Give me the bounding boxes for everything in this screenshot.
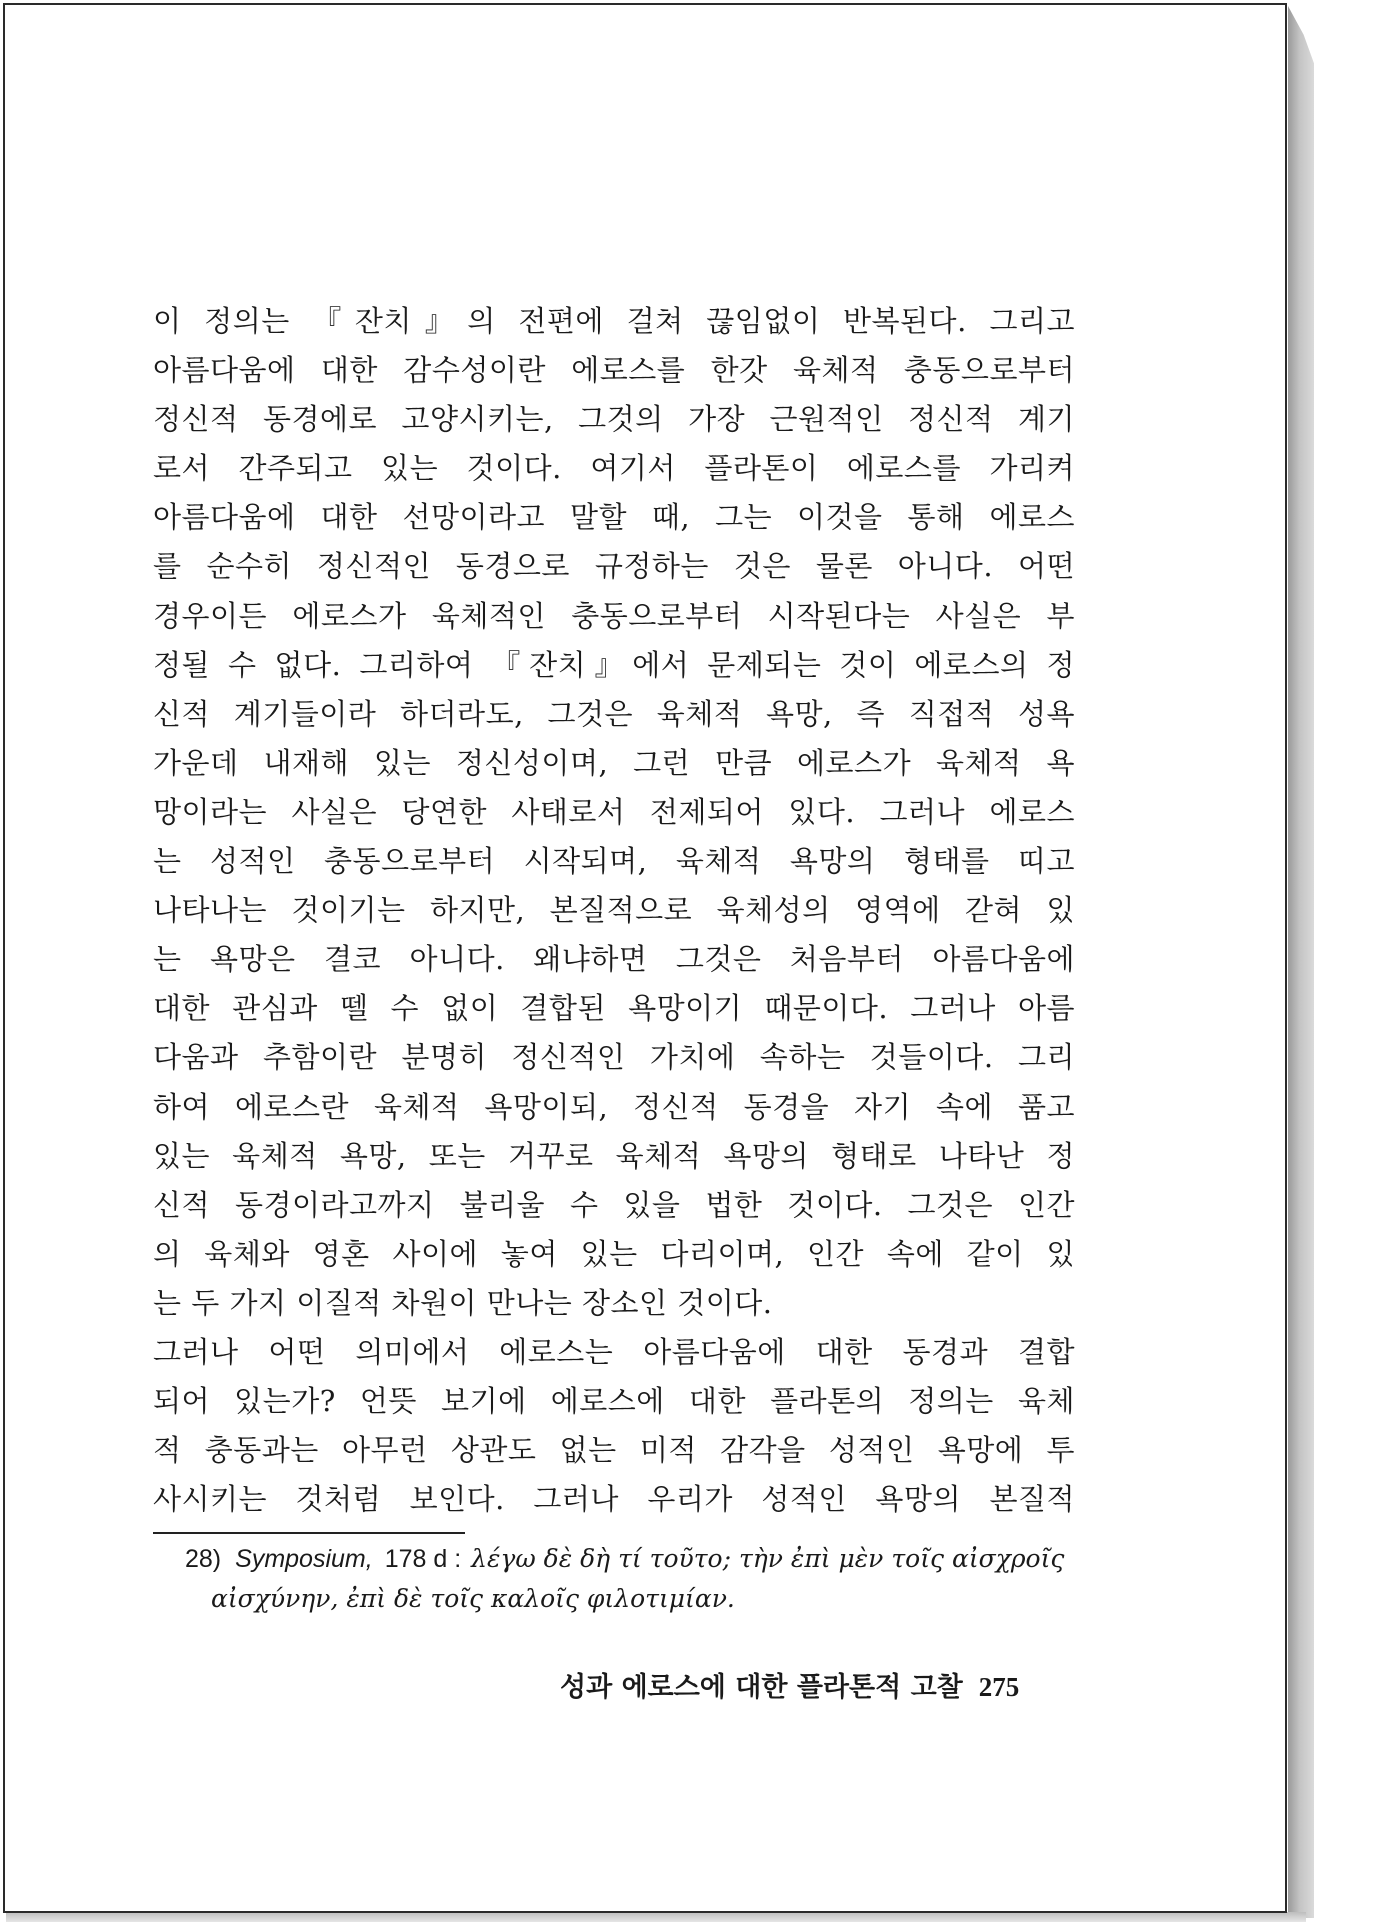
text-line: 되어 있는가? 언뜻 보기에 에로스에 대한 플라톤의 정의는 육체 — [153, 1384, 1075, 1419]
footnote-marker: 28) — [185, 1545, 222, 1573]
text-line: 나타나는 것이기는 하지만, 본질적으로 육체성의 영역에 갇혀 있 — [153, 893, 1075, 928]
text-line: 사시키는 것처럼 보인다. 그러나 우리가 성적인 욕망의 본질적 — [153, 1482, 1075, 1517]
text-line: 는 성적인 충동으로부터 시작되며, 육체적 욕망의 형태를 띠고 — [153, 844, 1075, 879]
footnote-rule — [153, 1532, 465, 1534]
text-line: 정신적 동경에로 고양시키는, 그것의 가장 근원적인 정신적 계기 — [153, 402, 1075, 437]
text-line: 다움과 추함이란 분명히 정신적인 가치에 속하는 것들이다. 그리 — [153, 1040, 1075, 1075]
text-line: 의 육체와 영혼 사이에 놓여 있는 다리이며, 인간 속에 같이 있 — [153, 1236, 1075, 1271]
text-line: 신적 동경이라고까지 불리울 수 있을 법한 것이다. 그것은 인간 — [153, 1187, 1075, 1222]
text-line: 는 욕망은 결코 아니다. 왜냐하면 그것은 처음부터 아름다움에 — [153, 942, 1075, 977]
page-number: 275 — [978, 1672, 1020, 1702]
page-edge-shadow — [1288, 6, 1314, 1918]
running-footer — [560, 1665, 1019, 1704]
footnote-source: Symposium, — [235, 1545, 373, 1573]
text-line: 대한 관심과 뗄 수 없이 결합된 욕망이기 때문이다. 그러나 아름 — [153, 991, 1075, 1026]
text-line: 로서 간주되고 있는 것이다. 여기서 플라톤이 에로스를 가리켜 — [153, 451, 1075, 486]
text-line: 이 정의는 『잔치』의 전편에 걸쳐 끊임없이 반복된다. 그리고 — [153, 304, 1075, 338]
text-line: 그러나 어떤 의미에서 에로스는 아름다움에 대한 동경과 결합 — [153, 1334, 1075, 1369]
text-line: 있는 육체적 욕망, 또는 거꾸로 육체적 욕망의 형태로 나타난 정 — [153, 1138, 1075, 1173]
text-line: 아름다움에 대한 감수성이란 에로스를 한갓 육체적 충동으로부터 — [153, 353, 1075, 388]
text-line: 신적 계기들이라 하더라도, 그것은 육체적 욕망, 즉 직접적 성욕 — [153, 696, 1075, 731]
text-line: 하여 에로스란 육체적 욕망이되, 정신적 동경을 자기 속에 품고 — [153, 1089, 1075, 1124]
footnote-greek-continuation: αἰσχύνην, ἐπὶ δὲ τοῖς καλοῖς φιλοτιμίαν. — [211, 1584, 735, 1613]
body-text — [153, 297, 1075, 1524]
text-line: 는 두 가지 이질적 차원이 만나는 장소인 것이다. — [153, 1285, 773, 1320]
footnote-reference: 178 d : — [384, 1545, 462, 1573]
footnote-greek-text: λέγω δὲ δὴ τί τοῦτο; τὴν ἐπὶ μὲν τοῖς αἰσχροῖς — [471, 1544, 1065, 1573]
footnote-first-line — [185, 1539, 1085, 1579]
text-line: 적 충동과는 아무런 상관도 없는 미적 감각을 성적인 욕망에 투 — [153, 1433, 1075, 1468]
text-line: 아름다움에 대한 선망이라고 말할 때, 그는 이것을 통해 에로스 — [153, 500, 1075, 535]
footnote — [185, 1539, 1085, 1619]
page-bottom-shadow — [6, 1912, 1306, 1922]
running-footer-title: 성과 에로스에 대한 플라톤적 고찰 — [560, 1672, 963, 1703]
text-line: 망이라는 사실은 당연한 사태로서 전제되어 있다. 그러나 에로스 — [153, 794, 1075, 829]
text-line: 가운데 내재해 있는 정신성이며, 그런 만큼 에로스가 육체적 욕 — [153, 745, 1075, 780]
book-page — [3, 3, 1287, 1913]
text-line: 를 순수히 정신적인 동경으로 규정하는 것은 물론 아니다. 어떤 — [153, 549, 1075, 584]
text-line: 경우이든 에로스가 육체적인 충동으로부터 시작된다는 사실은 부 — [153, 598, 1075, 633]
text-line: 정될 수 없다. 그리하여 『잔치』에서 문제되는 것이 에로스의 정 — [153, 647, 1075, 682]
